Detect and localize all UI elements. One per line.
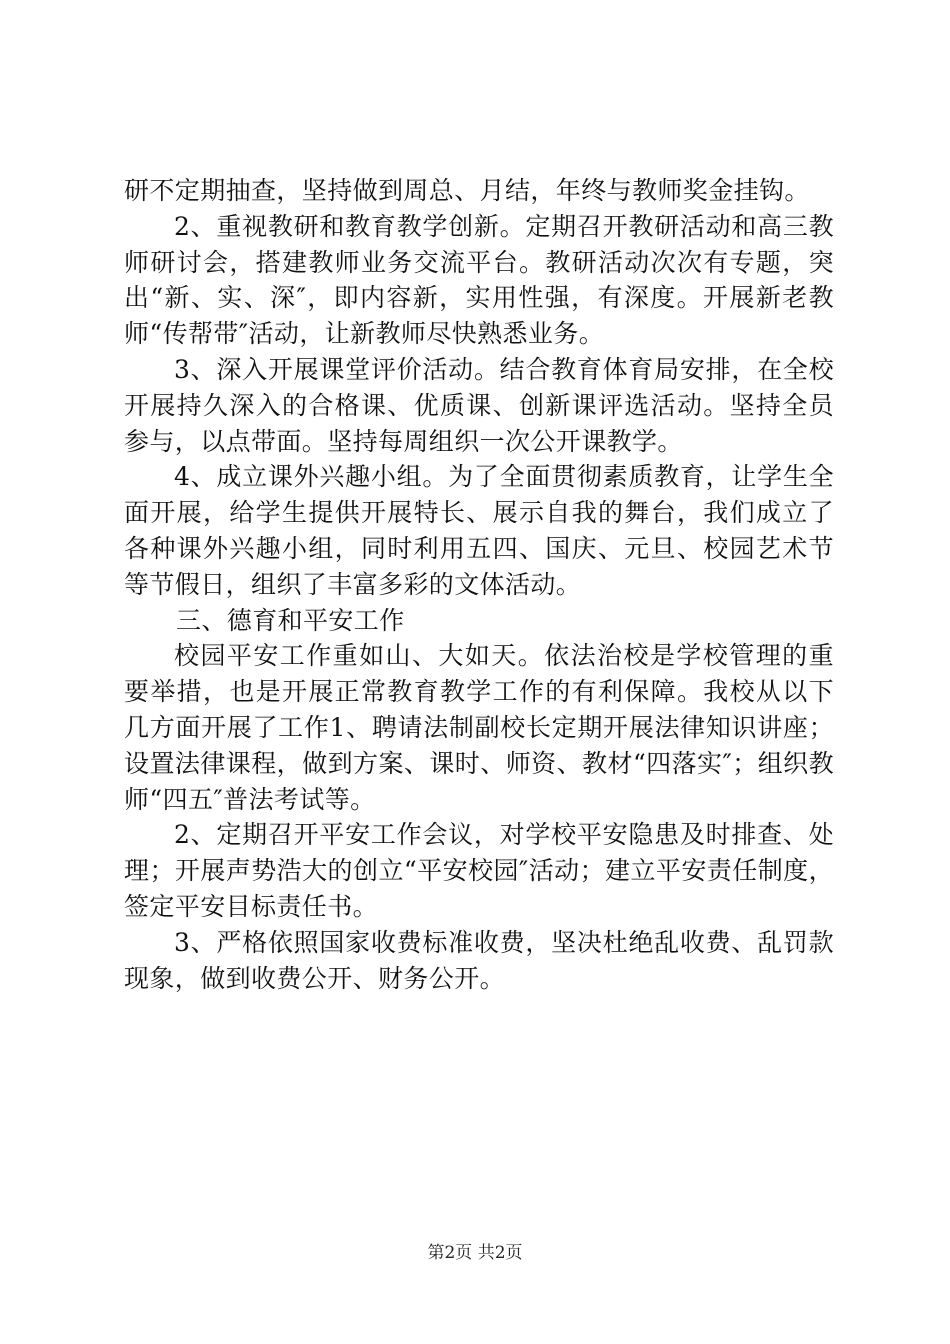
section-heading: 三、德育和平安工作: [176, 605, 405, 635]
body-paragraph: 2、重视教研和教育教学创新。定期召开教研活动和高三教师研讨会，搭建教师业务交流平台。教研活动次次有专题，突出“新、实、深″，即内容新，实用性强，有深度。开展新老教师“传帮带″活动，让新教师尽快熟悉业务。: [124, 211, 834, 349]
body-paragraph: 研不定期抽查，坚持做到周总、月结，年终与教师奖金挂钩。: [124, 176, 810, 205]
body-paragraph: 3、严格依照国家收费标准收费，坚决杜绝乱收费、乱罚款现象，做到收费公开、财务公开。: [124, 927, 834, 993]
page-number-footer: 第2页 共2页: [427, 1243, 523, 1263]
document-body: [124, 173, 834, 996]
body-paragraph: 校园平安工作重如山、大如天。依法治校是学校管理的重要举措，也是开展正常教育教学工作的有利保障。我校从以下几方面开展了工作1、聘请法制副校长定期开展法律知识讲座；设置法律课程，做到方案、课时、师资、教材“四落实″；组织教师“四五″普法考试等。: [124, 641, 834, 814]
body-paragraph: 3、深入开展课堂评价活动。结合教育体育局安排，在全校开展持久深入的合格课、优质课、创新课评选活动。坚持全员参与，以点带面。坚持每周组织一次公开课教学。: [124, 354, 834, 456]
body-paragraph: 2、定期召开平安工作会议，对学校平安隐患及时排查、处理；开展声势浩大的创立“平安校园″活动；建立平安责任制度，签定平安目标责任书。: [124, 820, 834, 921]
body-paragraph: 4、成立课外兴趣小组。为了全面贯彻素质教育，让学生全面开展，给学生提供开展特长、展示自我的舞台，我们成立了各种课外兴趣小组，同时利用五四、国庆、元旦、校园艺术节等节假日，组织了丰富多彩的文体活动。: [124, 462, 834, 599]
